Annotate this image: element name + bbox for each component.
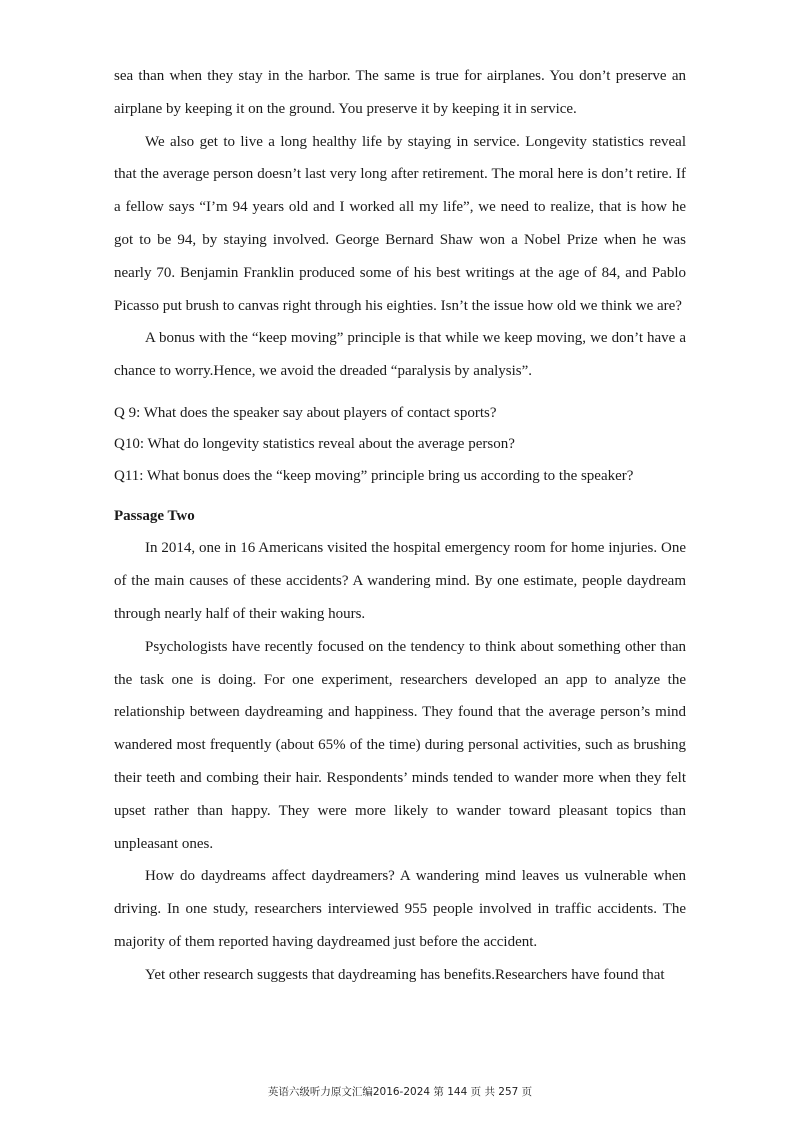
- page-body: [114, 60, 686, 992]
- question-9: Q 9: What does the speaker say about players of contact sports?: [114, 404, 497, 421]
- page-footer: 英语六级听力原文汇编2016-2024 第 144 页 共 257 页: [267, 1086, 533, 1098]
- passage-one-paragraph-1: sea than when they stay in the harbor. The same is true for airplanes. You don’t preserve an airplane by keeping it on the ground. You preserve it by keeping it in service.: [114, 68, 686, 117]
- passage-two-paragraph-1: In 2014, one in 16 Americans visited the hospital emergency room for home injuries. One of the main causes of these accidents? A wandering mind. By one estimate, people daydream through nearly half of their waking hours.: [114, 540, 686, 623]
- passage-two-title: Passage Two: [114, 508, 195, 525]
- passage-two-paragraph-2: Psychologists have recently focused on the tendency to think about something other than the task one is doing. For one experiment, researchers developed an app to analyze the relationship between daydreaming and happiness. They found that the average person’s mind wandered most frequently (about 65% of the time) during personal activities, such as brushing their teeth and combing their hair. Respondents’ minds tended to wander more when they felt upset rather than happy. They were more likely to wander toward pleasant topics than unpleasant ones.: [114, 638, 686, 852]
- question-list: [114, 398, 686, 493]
- passage-two-paragraph-4: Yet other research suggests that daydreaming has benefits.Researchers have found that: [145, 966, 665, 983]
- passage-two-paragraph-3: How do daydreams affect daydreamers? A wandering mind leaves us vulnerable when driving. In one study, researchers interviewed 955 people involved in traffic accidents. The majority of them reported having daydreamed just before the accident.: [114, 868, 686, 951]
- passage-one-paragraph-3: A bonus with the “keep moving” principle is that while we keep moving, we don’t have a chance to worry.Hence, we avoid the dreaded “paralysis by analysis”.: [114, 330, 686, 380]
- passage-one-paragraph-2: We also get to live a long healthy life by staying in service. Longevity statistics reveal that the average person doesn’t last very long after retirement. The moral here is don’t retire. If a fellow says “I’m 94 years old and I worked all my life”, we need to realize, that is how he got to be 94, by staying involved. George Bernard Shaw won a Nobel Prize when he was nearly 70. Benjamin Franklin produced some of his best writings at the age of 84, and Pablo Picasso put brush to canvas right through his eighties. Isn’t the issue how old we think we are?: [114, 133, 686, 314]
- question-11: Q11: What bonus does the “keep moving” principle bring us according to the speaker?: [114, 467, 634, 484]
- question-10: Q10: What do longevity statistics reveal about the average person?: [114, 436, 515, 453]
